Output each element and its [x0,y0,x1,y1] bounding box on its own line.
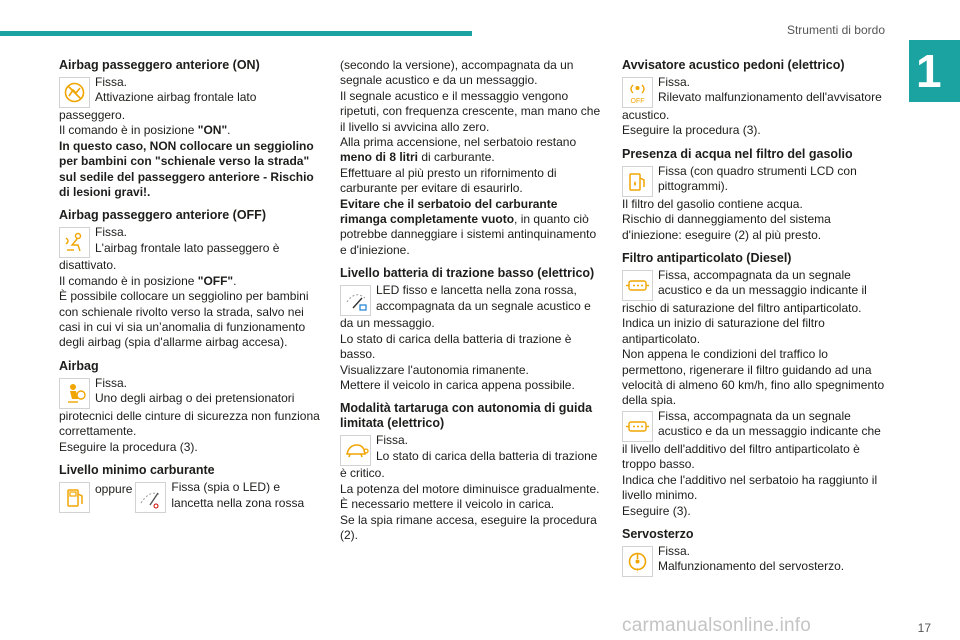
text-line: Mettere il veicolo in carica appena possibile. [340,377,575,392]
text-line: rischio di saturazione del filtro antiparticolato. [622,301,862,316]
section-heading: Livello minimo carburante [59,463,215,478]
traction-battery-icon [340,285,371,316]
section-airbag-off [59,208,323,350]
text-line: passeggero. [59,108,126,122]
airbag-off-icon [59,77,90,108]
fuel-level-continuation [340,58,604,258]
text-line: Rilevato malfunzionamento dell'avvisatore [658,90,882,105]
airbag-icon [59,378,90,409]
section-heading: Airbag [59,358,99,373]
pedestrian-alert-off-icon [622,77,653,108]
section-heading: Airbag passeggero anteriore (ON) [59,58,260,72]
text-line: Fissa. [95,375,128,390]
text-line: Malfunzionamento del servosterzo. [658,559,845,574]
fuel-icon [59,482,90,513]
section-heading: Avvisatore acustico pedoni (elettrico) [622,58,845,72]
text-line: Fissa, accompagnata da un segnale [658,408,851,423]
page-number: 17 [917,621,931,635]
text-line: Fissa. [376,433,409,448]
text-line: Lo stato di carica della batteria di trazione è basso. [340,331,572,362]
header-accent-bar [0,31,472,36]
airbag-passenger-icon [59,227,90,258]
svg-text:!: ! [636,568,639,575]
text-line: La potenza del motore diminuisce gradualmente. [340,481,600,496]
section-particle-filter [622,251,888,519]
text-line: Evitare che il serbatoio del carburante rimanga completamente vuoto, in quanto ciò potrebbe danneggiare i sistemi antinquinamento e d'iniezione. [340,196,597,257]
text-line: Fissa. [658,543,691,558]
text-line: Eseguire la procedura (3). [59,439,198,454]
section-heading: Livello batteria di trazione basso (elettrico) [340,266,595,281]
text-line: Indica un inizio di saturazione del filtro antiparticolato. [622,316,825,346]
text-line: pirotecnici delle cinture di sicurezza non funziona correttamente. [59,408,320,439]
text-line: Lo stato di carica della batteria di trazione [376,448,598,463]
text-line: il livello dell'additivo del filtro antiparticolato è troppo basso. [622,441,860,472]
section-fuel-level [59,463,323,511]
text-line: LED fisso e lancetta nella zona rossa, [376,283,577,298]
section-power-steering [622,527,888,575]
text-line: Effettuare al più presto un rifornimento di carburante per evitare di esaurirlo. [340,165,557,196]
chapter-tab: 1 [909,40,960,102]
text-line: Fissa. [95,225,128,240]
text-line: È necessario mettere il veicolo in carica. [340,497,555,512]
text-line: Fissa. [95,75,128,89]
column-1 [59,58,323,519]
warning-text: In questo caso, NON collocare un seggiolino per bambini con "schienale verso la strada" sul sedile del passeggero anteriore - Rischio di lesioni gravi!. [59,138,314,200]
section-pedestrian-alert [622,58,888,139]
text-line: Fissa (con quadro strumenti LCD con [658,163,857,178]
text-line: Rischio di danneggiamento del sistema d'iniezione: eseguire (2) al più presto. [622,212,831,242]
text-line: da un messaggio. [340,316,435,331]
text-line: Non appena le condizioni del traffico lo permettono, rigenerare il filtro guidando ad una velocità di almeno 60 km/h, fino allo spegnimento della spia. [622,347,885,408]
text-line: (secondo la versione), accompagnata da un segnale acustico e da un messaggio. [340,58,574,88]
section-heading: Airbag passeggero anteriore (OFF) [59,208,266,223]
text-line: L'airbag frontale lato passeggero è [95,240,280,255]
text-line: Uno degli airbag o dei pretensionatori [95,391,295,406]
text-line: acustico e da un messaggio indicante il [658,283,867,298]
text-line: Eseguire la procedura (3). [622,123,761,138]
section-heading: Servosterzo [622,526,694,541]
section-heading: Modalità tartaruga con autonomia di guida limitata (elettrico) [340,401,593,431]
water-in-diesel-icon [622,166,653,197]
text-line: Fissa (spia o LED) e [171,480,281,495]
text-line: Eseguire (3). [622,503,691,518]
turtle-icon [340,435,371,466]
text-line: Il filtro del gasolio contiene acqua. [622,196,803,211]
text-line: Indica che l'additivo nel serbatoio ha raggiunto il livello minimo. [622,472,878,503]
text-line: Fissa. [658,75,691,89]
text-line: Visualizzare l'autonomia rimanente. [340,362,529,377]
oppure-label: oppure [95,482,133,497]
section-turtle-mode [340,401,604,543]
text-line: è critico. [340,466,385,481]
text-line: Attivazione airbag frontale lato [95,90,257,105]
section-heading: Presenza di acqua nel filtro del gasolio [622,146,853,161]
text-line: Il comando è in posizione "OFF". [59,273,237,288]
text-line: Se la spia rimane accesa, eseguire la procedura (2). [340,512,597,542]
text-line: disattivato. [59,258,117,273]
text-line: Il comando è in posizione "ON". [59,123,231,138]
text-line: lancetta nella zona rossa [171,495,305,510]
section-airbag-on [59,58,323,200]
column-2 [340,58,604,551]
column-3 [622,58,888,583]
power-steering-icon [622,546,653,577]
section-title: Strumenti di bordo [786,23,885,37]
text-line: acustico e da un messaggio indicante che [658,424,881,439]
section-airbag [59,359,323,455]
text-line: acustico. [622,108,670,122]
text-line: pittogrammi). [658,179,729,194]
text-line: È possibile collocare un seggiolino per bambini con schienale rivolto verso la strada, salvo nei casi in cui vi sia un’anomalia di funzionamento degli airbag (spia d'allarme airbag accesa). [59,289,309,350]
particle-filter-icon [622,270,653,301]
text-line: Alla prima accensione, nel serbatoio restano meno di 8 litri di carburante. [340,135,577,165]
section-traction-battery [340,266,604,393]
watermark: carmanualsonline.info [622,615,812,636]
section-water-in-diesel [622,147,888,243]
text-line: Il segnale acustico e il messaggio vengono ripetuti, con frequenza crescente, man mano che il livello si avvicina allo zero. [340,88,601,134]
section-heading: Filtro antiparticolato (Diesel) [622,251,792,266]
particle-filter-icon [622,411,653,442]
text-line: accompagnata da un segnale acustico e [376,298,591,313]
text-line: Fissa, accompagnata da un segnale [658,268,851,283]
svg-text:OFF: OFF [630,98,645,105]
fuel-gauge-icon [135,482,166,513]
